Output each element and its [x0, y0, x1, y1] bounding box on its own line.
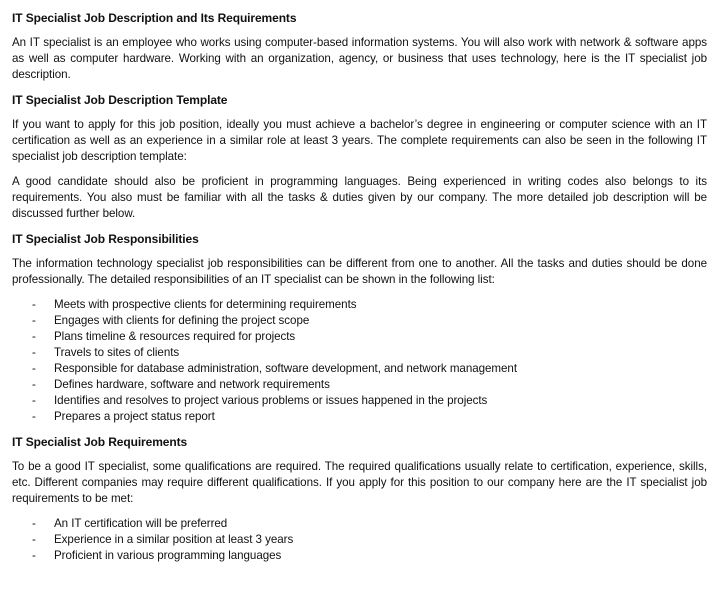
section-heading: IT Specialist Job Requirements — [12, 435, 188, 449]
bullet-dash: - — [32, 330, 36, 343]
list-item — [12, 377, 707, 393]
bullet-dash: - — [32, 410, 36, 423]
bullet-dash: - — [32, 394, 36, 407]
list-item-text: Meets with prospective clients for determining requirements — [54, 298, 357, 311]
paragraph: If you want to apply for this job position, ideally you must achieve a bachelor’s degree in engineering or computer science with an IT certification as well as an experience in a similar role at least 3 years. The complete requirements can also be seen in the following IT specialist job description template: — [12, 118, 707, 163]
list-item — [12, 516, 707, 532]
paragraph: An IT specialist is an employee who works using computer-based information systems. You will also work with network & software apps as well as computer hardware. Working with an organization, agency, or business that uses technology, here is the IT specialist job description. — [12, 36, 707, 81]
list-item-text: An IT certification will be preferred — [54, 517, 228, 530]
list-item — [12, 297, 707, 313]
list-item — [12, 329, 707, 345]
section-template — [12, 92, 707, 222]
bullet-dash: - — [32, 549, 36, 562]
bullet-dash: - — [32, 314, 36, 327]
list-item — [12, 345, 707, 361]
section-heading: IT Specialist Job Responsibilities — [12, 232, 199, 246]
paragraph: The information technology specialist job responsibilities can be different from one to another. All the tasks and duties should be done professionally. The detailed responsibilities of an IT specialist can be shown in the following list: — [12, 257, 707, 286]
list-item — [12, 361, 707, 377]
bullet-dash: - — [32, 298, 36, 311]
list-item-text: Defines hardware, software and network requirements — [54, 378, 330, 391]
paragraph: A good candidate should also be proficient in programming languages. Being experienced in writing codes also belongs to its requirements. You also must be familiar with all the tasks & duties given by our company. The more detailed job description will be discussed further below. — [12, 175, 707, 220]
bullet-dash: - — [32, 517, 36, 530]
list-item — [12, 548, 707, 564]
list-item-text: Engages with clients for defining the project scope — [54, 314, 310, 327]
section-intro — [12, 10, 707, 83]
paragraph: To be a good IT specialist, some qualifications are required. The required qualifications usually relate to certification, experience, skills, etc. Different companies may require different qualifications. If you apply for this position to our company here are the IT specialist job requirements to be met: — [12, 460, 707, 505]
list-item-text: Proficient in various programming languages — [54, 549, 282, 562]
section-responsibilities — [12, 231, 707, 425]
requirements-list — [12, 516, 707, 564]
list-item — [12, 313, 707, 329]
bullet-dash: - — [32, 533, 36, 546]
bullet-dash: - — [32, 378, 36, 391]
bullet-dash: - — [32, 346, 36, 359]
list-item — [12, 393, 707, 409]
section-heading: IT Specialist Job Description and Its Requirements — [12, 11, 297, 25]
list-item — [12, 409, 707, 425]
section-requirements — [12, 434, 707, 564]
section-heading: IT Specialist Job Description Template — [12, 93, 228, 107]
list-item-text: Identifies and resolves to project various problems or issues happened in the projects — [54, 394, 488, 407]
list-item-text: Prepares a project status report — [54, 410, 215, 423]
list-item-text: Plans timeline & resources required for projects — [54, 330, 296, 343]
list-item-text: Responsible for database administration, software development, and network management — [54, 362, 517, 375]
list-item-text: Travels to sites of clients — [54, 346, 180, 359]
list-item — [12, 532, 707, 548]
list-item-text: Experience in a similar position at least 3 years — [54, 533, 294, 546]
bullet-dash: - — [32, 362, 36, 375]
responsibilities-list — [12, 297, 707, 425]
